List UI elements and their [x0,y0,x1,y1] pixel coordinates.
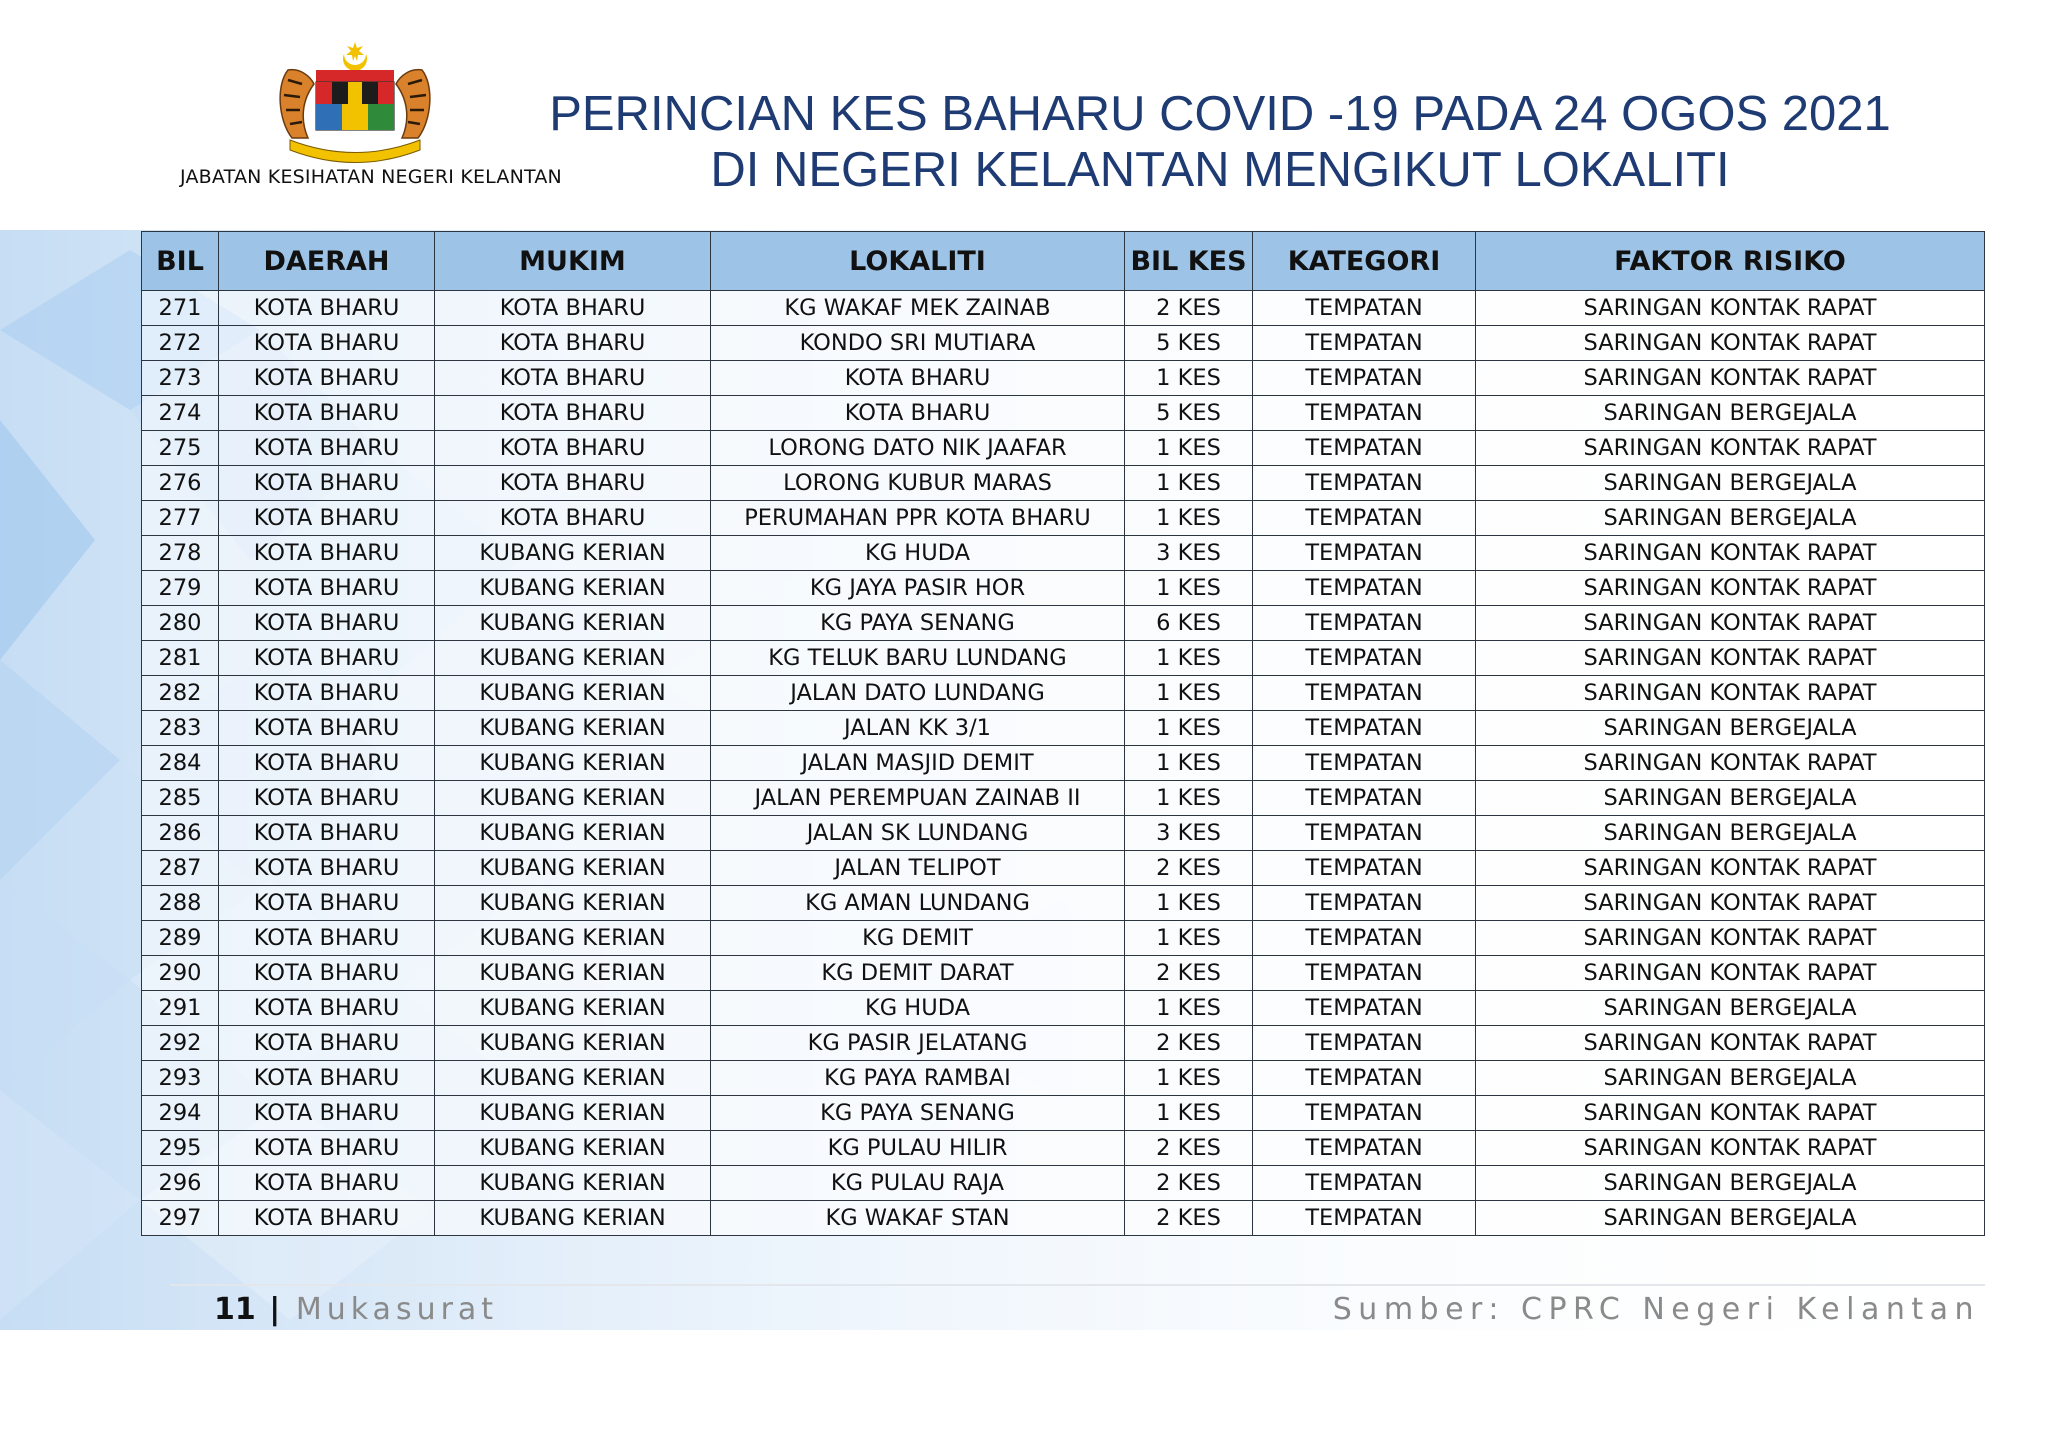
col-kategori-cell: TEMPATAN [1253,1201,1476,1236]
col-bil-cell: 275 [142,431,219,466]
col-bil-kes-cell: 3 KES [1125,816,1253,851]
table-row [142,641,1985,676]
col-daerah-cell: KOTA BHARU [219,1166,435,1201]
table-row [142,711,1985,746]
col-faktor-risiko-cell: SARINGAN BERGEJALA [1476,781,1985,816]
col-mukim-cell: KUBANG KERIAN [435,781,711,816]
col-bil-cell: 278 [142,536,219,571]
table-row [142,466,1985,501]
col-bil-kes-cell: 1 KES [1125,1096,1253,1131]
col-kategori-cell: TEMPATAN [1253,816,1476,851]
col-mukim-cell: KOTA BHARU [435,431,711,466]
col-mukim-cell: KOTA BHARU [435,501,711,536]
col-bil-kes-cell: 1 KES [1125,501,1253,536]
col-lokaliti-cell: KG DEMIT DARAT [711,956,1125,991]
col-daerah-cell: KOTA BHARU [219,1201,435,1236]
table-row [142,291,1985,326]
col-lokaliti-cell: KG HUDA [711,536,1125,571]
table-row [142,746,1985,781]
col-faktor-risiko-cell: SARINGAN KONTAK RAPAT [1476,431,1985,466]
col-kategori-cell: TEMPATAN [1253,326,1476,361]
col-daerah-cell: KOTA BHARU [219,641,435,676]
table-row [142,501,1985,536]
col-bil-kes-cell: 1 KES [1125,1061,1253,1096]
col-lokaliti-cell: KG PAYA SENANG [711,1096,1125,1131]
col-faktor-risiko-cell: SARINGAN BERGEJALA [1476,816,1985,851]
col-mukim-cell: KOTA BHARU [435,291,711,326]
table-row [142,1131,1985,1166]
col-bil-kes-cell: 1 KES [1125,711,1253,746]
col-bil-kes-cell: 1 KES [1125,641,1253,676]
page-number-footer [214,1292,498,1327]
page-separator: | [269,1292,281,1327]
col-bil-cell: 295 [142,1131,219,1166]
col-kategori-cell: TEMPATAN [1253,606,1476,641]
col-bil-kes-cell: 2 KES [1125,1026,1253,1061]
table-row [142,326,1985,361]
col-daerah-cell: KOTA BHARU [219,536,435,571]
table-row [142,536,1985,571]
col-daerah-cell: KOTA BHARU [219,1131,435,1166]
col-faktor-risiko-cell: SARINGAN BERGEJALA [1476,466,1985,501]
table-row [142,1061,1985,1096]
col-bil-kes-cell: 2 KES [1125,1166,1253,1201]
header-col-bil-kes: BIL KES [1125,232,1253,291]
table-row [142,781,1985,816]
col-bil-cell: 272 [142,326,219,361]
col-bil-cell: 297 [142,1201,219,1236]
table-body [142,291,1985,1236]
header-col-faktor-risiko: FAKTOR RISIKO [1476,232,1985,291]
col-faktor-risiko-cell: SARINGAN BERGEJALA [1476,501,1985,536]
col-daerah-cell: KOTA BHARU [219,361,435,396]
col-lokaliti-cell: KG WAKAF STAN [711,1201,1125,1236]
col-bil-cell: 273 [142,361,219,396]
col-mukim-cell: KUBANG KERIAN [435,676,711,711]
col-mukim-cell: KUBANG KERIAN [435,1026,711,1061]
col-daerah-cell: KOTA BHARU [219,1096,435,1131]
source-credit: Sumber: CPRC Negeri Kelantan [1332,1292,1980,1327]
col-bil-cell: 287 [142,851,219,886]
col-kategori-cell: TEMPATAN [1253,956,1476,991]
col-daerah-cell: KOTA BHARU [219,606,435,641]
table-row [142,606,1985,641]
agency-name: JABATAN KESIHATAN NEGERI KELANTAN [180,166,562,188]
col-kategori-cell: TEMPATAN [1253,1166,1476,1201]
col-kategori-cell: TEMPATAN [1253,291,1476,326]
col-faktor-risiko-cell: SARINGAN KONTAK RAPAT [1476,956,1985,991]
col-daerah-cell: KOTA BHARU [219,746,435,781]
col-lokaliti-cell: KG PAYA SENANG [711,606,1125,641]
col-bil-kes-cell: 2 KES [1125,851,1253,886]
col-lokaliti-cell: JALAN DATO LUNDANG [711,676,1125,711]
col-bil-cell: 286 [142,816,219,851]
col-kategori-cell: TEMPATAN [1253,396,1476,431]
col-mukim-cell: KUBANG KERIAN [435,886,711,921]
table-row [142,921,1985,956]
col-daerah-cell: KOTA BHARU [219,711,435,746]
col-kategori-cell: TEMPATAN [1253,886,1476,921]
col-lokaliti-cell: KG TELUK BARU LUNDANG [711,641,1125,676]
col-daerah-cell: KOTA BHARU [219,851,435,886]
col-lokaliti-cell: KG PAYA RAMBAI [711,1061,1125,1096]
table-row [142,1026,1985,1061]
col-bil-cell: 290 [142,956,219,991]
col-bil-cell: 282 [142,676,219,711]
col-bil-kes-cell: 2 KES [1125,956,1253,991]
col-mukim-cell: KUBANG KERIAN [435,991,711,1026]
col-lokaliti-cell: JALAN MASJID DEMIT [711,746,1125,781]
col-mukim-cell: KUBANG KERIAN [435,711,711,746]
col-bil-kes-cell: 1 KES [1125,991,1253,1026]
col-bil-kes-cell: 5 KES [1125,326,1253,361]
col-faktor-risiko-cell: SARINGAN BERGEJALA [1476,711,1985,746]
col-kategori-cell: TEMPATAN [1253,921,1476,956]
col-lokaliti-cell: KG WAKAF MEK ZAINAB [711,291,1125,326]
col-kategori-cell: TEMPATAN [1253,1131,1476,1166]
table-row [142,361,1985,396]
col-mukim-cell: KUBANG KERIAN [435,1166,711,1201]
cases-table [141,231,1985,1236]
col-lokaliti-cell: KOTA BHARU [711,361,1125,396]
col-daerah-cell: KOTA BHARU [219,816,435,851]
col-faktor-risiko-cell: SARINGAN BERGEJALA [1476,1166,1985,1201]
header-col-daerah: DAERAH [219,232,435,291]
col-faktor-risiko-cell: SARINGAN KONTAK RAPAT [1476,291,1985,326]
col-lokaliti-cell: PERUMAHAN PPR KOTA BHARU [711,501,1125,536]
col-faktor-risiko-cell: SARINGAN KONTAK RAPAT [1476,1096,1985,1131]
col-faktor-risiko-cell: SARINGAN BERGEJALA [1476,1061,1985,1096]
col-bil-kes-cell: 1 KES [1125,781,1253,816]
col-faktor-risiko-cell: SARINGAN KONTAK RAPAT [1476,1026,1985,1061]
col-kategori-cell: TEMPATAN [1253,1026,1476,1061]
col-mukim-cell: KUBANG KERIAN [435,536,711,571]
col-mukim-cell: KOTA BHARU [435,361,711,396]
col-daerah-cell: KOTA BHARU [219,1026,435,1061]
title-line-2: DI NEGERI KELANTAN MENGIKUT LOKALITI [710,143,1730,197]
col-lokaliti-cell: JALAN KK 3/1 [711,711,1125,746]
col-bil-kes-cell: 1 KES [1125,571,1253,606]
col-bil-kes-cell: 5 KES [1125,396,1253,431]
table-row [142,886,1985,921]
page-label: Mukasurat [295,1292,499,1327]
col-daerah-cell: KOTA BHARU [219,326,435,361]
col-lokaliti-cell: LORONG DATO NIK JAAFAR [711,431,1125,466]
col-bil-cell: 293 [142,1061,219,1096]
col-faktor-risiko-cell: SARINGAN KONTAK RAPAT [1476,326,1985,361]
col-bil-cell: 283 [142,711,219,746]
col-faktor-risiko-cell: SARINGAN KONTAK RAPAT [1476,536,1985,571]
col-bil-cell: 291 [142,991,219,1026]
footer-divider [170,1284,1985,1286]
col-bil-kes-cell: 1 KES [1125,746,1253,781]
malaysia-coat-of-arms-icon [270,40,440,165]
col-bil-kes-cell: 1 KES [1125,431,1253,466]
col-daerah-cell: KOTA BHARU [219,921,435,956]
col-faktor-risiko-cell: SARINGAN KONTAK RAPAT [1476,676,1985,711]
col-lokaliti-cell: KONDO SRI MUTIARA [711,326,1125,361]
col-mukim-cell: KUBANG KERIAN [435,1096,711,1131]
header-col-bil: BIL [142,232,219,291]
col-bil-cell: 276 [142,466,219,501]
col-daerah-cell: KOTA BHARU [219,291,435,326]
col-faktor-risiko-cell: SARINGAN BERGEJALA [1476,396,1985,431]
col-bil-cell: 274 [142,396,219,431]
col-bil-cell: 271 [142,291,219,326]
col-bil-kes-cell: 2 KES [1125,1201,1253,1236]
col-mukim-cell: KUBANG KERIAN [435,1131,711,1166]
col-faktor-risiko-cell: SARINGAN KONTAK RAPAT [1476,606,1985,641]
col-daerah-cell: KOTA BHARU [219,396,435,431]
col-daerah-cell: KOTA BHARU [219,431,435,466]
col-bil-cell: 296 [142,1166,219,1201]
col-bil-cell: 284 [142,746,219,781]
col-bil-cell: 280 [142,606,219,641]
col-kategori-cell: TEMPATAN [1253,1096,1476,1131]
col-bil-kes-cell: 1 KES [1125,886,1253,921]
col-kategori-cell: TEMPATAN [1253,641,1476,676]
table-row [142,431,1985,466]
table-row [142,1166,1985,1201]
col-faktor-risiko-cell: SARINGAN KONTAK RAPAT [1476,886,1985,921]
page-title [520,86,1920,198]
col-lokaliti-cell: JALAN TELIPOT [711,851,1125,886]
table-row [142,676,1985,711]
col-lokaliti-cell: KG AMAN LUNDANG [711,886,1125,921]
table-row [142,956,1985,991]
col-bil-kes-cell: 6 KES [1125,606,1253,641]
col-daerah-cell: KOTA BHARU [219,676,435,711]
header-col-mukim: MUKIM [435,232,711,291]
header-col-lokaliti: LOKALITI [711,232,1125,291]
col-kategori-cell: TEMPATAN [1253,676,1476,711]
col-lokaliti-cell: LORONG KUBUR MARAS [711,466,1125,501]
col-kategori-cell: TEMPATAN [1253,746,1476,781]
table-row [142,851,1985,886]
col-bil-cell: 279 [142,571,219,606]
col-faktor-risiko-cell: SARINGAN KONTAK RAPAT [1476,746,1985,781]
col-lokaliti-cell: KG PULAU HILIR [711,1131,1125,1166]
col-faktor-risiko-cell: SARINGAN KONTAK RAPAT [1476,641,1985,676]
col-kategori-cell: TEMPATAN [1253,361,1476,396]
table-row [142,571,1985,606]
col-bil-kes-cell: 3 KES [1125,536,1253,571]
col-daerah-cell: KOTA BHARU [219,501,435,536]
col-lokaliti-cell: JALAN SK LUNDANG [711,816,1125,851]
col-faktor-risiko-cell: SARINGAN KONTAK RAPAT [1476,361,1985,396]
col-kategori-cell: TEMPATAN [1253,991,1476,1026]
col-bil-cell: 277 [142,501,219,536]
col-kategori-cell: TEMPATAN [1253,781,1476,816]
col-bil-kes-cell: 2 KES [1125,1131,1253,1166]
col-bil-kes-cell: 1 KES [1125,921,1253,956]
page-number: 11 [214,1292,256,1327]
col-mukim-cell: KUBANG KERIAN [435,921,711,956]
col-bil-kes-cell: 1 KES [1125,676,1253,711]
col-bil-cell: 281 [142,641,219,676]
table-row [142,991,1985,1026]
col-daerah-cell: KOTA BHARU [219,991,435,1026]
col-kategori-cell: TEMPATAN [1253,501,1476,536]
col-bil-cell: 289 [142,921,219,956]
col-lokaliti-cell: KG DEMIT [711,921,1125,956]
col-faktor-risiko-cell: SARINGAN BERGEJALA [1476,991,1985,1026]
col-mukim-cell: KUBANG KERIAN [435,1201,711,1236]
col-lokaliti-cell: KG PASIR JELATANG [711,1026,1125,1061]
col-mukim-cell: KUBANG KERIAN [435,1061,711,1096]
title-line-1: PERINCIAN KES BAHARU COVID -19 PADA 24 OGOS 2021 [549,87,1891,141]
header-col-kategori: KATEGORI [1253,232,1476,291]
col-daerah-cell: KOTA BHARU [219,956,435,991]
table-row [142,1096,1985,1131]
col-mukim-cell: KUBANG KERIAN [435,956,711,991]
col-mukim-cell: KUBANG KERIAN [435,571,711,606]
col-faktor-risiko-cell: SARINGAN KONTAK RAPAT [1476,571,1985,606]
table-row [142,1201,1985,1236]
col-mukim-cell: KOTA BHARU [435,326,711,361]
col-kategori-cell: TEMPATAN [1253,536,1476,571]
col-daerah-cell: KOTA BHARU [219,1061,435,1096]
col-lokaliti-cell: JALAN PEREMPUAN ZAINAB II [711,781,1125,816]
col-faktor-risiko-cell: SARINGAN KONTAK RAPAT [1476,851,1985,886]
col-bil-cell: 285 [142,781,219,816]
col-mukim-cell: KUBANG KERIAN [435,606,711,641]
table-row [142,396,1985,431]
col-bil-kes-cell: 2 KES [1125,291,1253,326]
col-daerah-cell: KOTA BHARU [219,571,435,606]
col-mukim-cell: KOTA BHARU [435,396,711,431]
col-mukim-cell: KUBANG KERIAN [435,851,711,886]
col-kategori-cell: TEMPATAN [1253,466,1476,501]
col-faktor-risiko-cell: SARINGAN KONTAK RAPAT [1476,1131,1985,1166]
table-header-row [142,232,1985,291]
col-lokaliti-cell: KG HUDA [711,991,1125,1026]
col-mukim-cell: KUBANG KERIAN [435,641,711,676]
col-bil-kes-cell: 1 KES [1125,361,1253,396]
col-faktor-risiko-cell: SARINGAN KONTAK RAPAT [1476,921,1985,956]
col-mukim-cell: KUBANG KERIAN [435,816,711,851]
col-bil-kes-cell: 1 KES [1125,466,1253,501]
col-daerah-cell: KOTA BHARU [219,466,435,501]
col-kategori-cell: TEMPATAN [1253,851,1476,886]
col-lokaliti-cell: KOTA BHARU [711,396,1125,431]
col-daerah-cell: KOTA BHARU [219,781,435,816]
col-kategori-cell: TEMPATAN [1253,1061,1476,1096]
col-daerah-cell: KOTA BHARU [219,886,435,921]
col-bil-cell: 294 [142,1096,219,1131]
col-mukim-cell: KOTA BHARU [435,466,711,501]
col-kategori-cell: TEMPATAN [1253,711,1476,746]
col-lokaliti-cell: KG JAYA PASIR HOR [711,571,1125,606]
table-row [142,816,1985,851]
col-kategori-cell: TEMPATAN [1253,431,1476,466]
col-bil-cell: 292 [142,1026,219,1061]
col-lokaliti-cell: KG PULAU RAJA [711,1166,1125,1201]
col-bil-cell: 288 [142,886,219,921]
col-mukim-cell: KUBANG KERIAN [435,746,711,781]
col-faktor-risiko-cell: SARINGAN BERGEJALA [1476,1201,1985,1236]
col-kategori-cell: TEMPATAN [1253,571,1476,606]
